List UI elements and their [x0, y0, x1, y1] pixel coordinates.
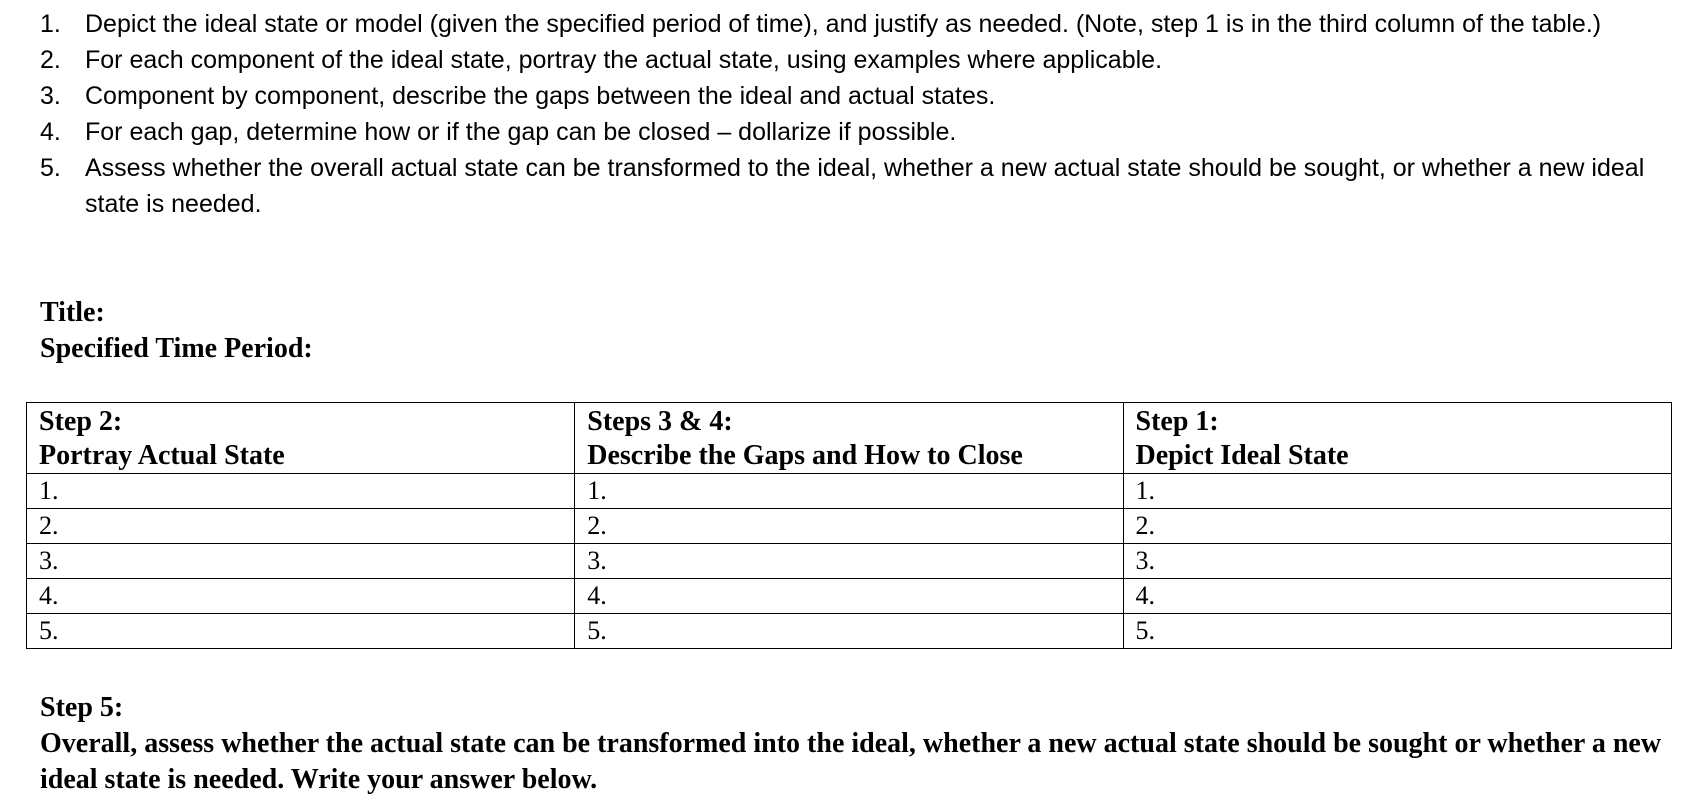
table-row: [27, 474, 1672, 509]
step5-text: Overall, assess whether the actual state can be transformed into the ideal, whether a new actual state should be sought or whether a new ideal state is needed. Write your answer below.: [40, 728, 1662, 795]
column-step-label: Step 1:: [1135, 406, 1219, 437]
table-row: [27, 614, 1672, 649]
table-row: [27, 579, 1672, 614]
instructions-list: [40, 6, 1670, 222]
instruction-text: For each component of the ideal state, portray the actual state, using examples where applicable.: [85, 46, 1163, 74]
title-label: Title:: [40, 297, 105, 328]
instruction-text: For each gap, determine how or if the gap can be closed – dollarize if possible.: [85, 118, 957, 146]
table-cell[interactable]: 2.: [1123, 509, 1671, 544]
steps-table: [26, 402, 1672, 649]
instruction-number: 5.: [40, 154, 61, 182]
instruction-number: 4.: [40, 118, 61, 146]
column-step-label: Steps 3 & 4:: [587, 406, 733, 437]
instruction-item: [40, 6, 1670, 42]
table-cell[interactable]: 2.: [575, 509, 1123, 544]
column-header-ideal-state: [1123, 403, 1671, 474]
table-cell[interactable]: 5.: [1123, 614, 1671, 649]
step5-block: [40, 690, 1670, 798]
instruction-item: [40, 78, 1670, 114]
table-cell[interactable]: 4.: [575, 579, 1123, 614]
table-cell[interactable]: 3.: [27, 544, 575, 579]
instruction-item: [40, 150, 1670, 222]
instruction-item: [40, 114, 1670, 150]
instruction-item: [40, 42, 1670, 78]
instruction-number: 1.: [40, 10, 61, 38]
table-cell[interactable]: 1.: [27, 474, 575, 509]
table-cell[interactable]: 4.: [27, 579, 575, 614]
title-block: [40, 295, 313, 367]
table-row: [27, 544, 1672, 579]
table-cell[interactable]: 5.: [27, 614, 575, 649]
table-cell[interactable]: 4.: [1123, 579, 1671, 614]
column-header-gaps: [575, 403, 1123, 474]
table-cell[interactable]: 3.: [1123, 544, 1671, 579]
instruction-number: 2.: [40, 46, 61, 74]
table-cell[interactable]: 2.: [27, 509, 575, 544]
table-row: [27, 509, 1672, 544]
table-header-row: [27, 403, 1672, 474]
column-heading: Describe the Gaps and How to Close: [587, 440, 1023, 471]
table-cell[interactable]: 5.: [575, 614, 1123, 649]
instruction-number: 3.: [40, 82, 61, 110]
column-step-label: Step 2:: [39, 406, 123, 437]
table-cell[interactable]: 3.: [575, 544, 1123, 579]
instruction-text: Component by component, describe the gaps between the ideal and actual states.: [85, 82, 996, 110]
table-cell[interactable]: 1.: [1123, 474, 1671, 509]
table-cell[interactable]: 1.: [575, 474, 1123, 509]
column-heading: Depict Ideal State: [1135, 440, 1349, 471]
instruction-text: Assess whether the overall actual state can be transformed to the ideal, whether a new actual state should be sought, or whether a new ideal state is needed.: [85, 154, 1645, 218]
instruction-text: Depict the ideal state or model (given the specified period of time), and justify as needed. (Note, step 1 is in the third column of the table.): [85, 10, 1602, 38]
time-period-label: Specified Time Period:: [40, 333, 313, 364]
column-heading: Portray Actual State: [39, 440, 285, 471]
column-header-actual-state: [27, 403, 575, 474]
step5-label: Step 5:: [40, 692, 124, 723]
